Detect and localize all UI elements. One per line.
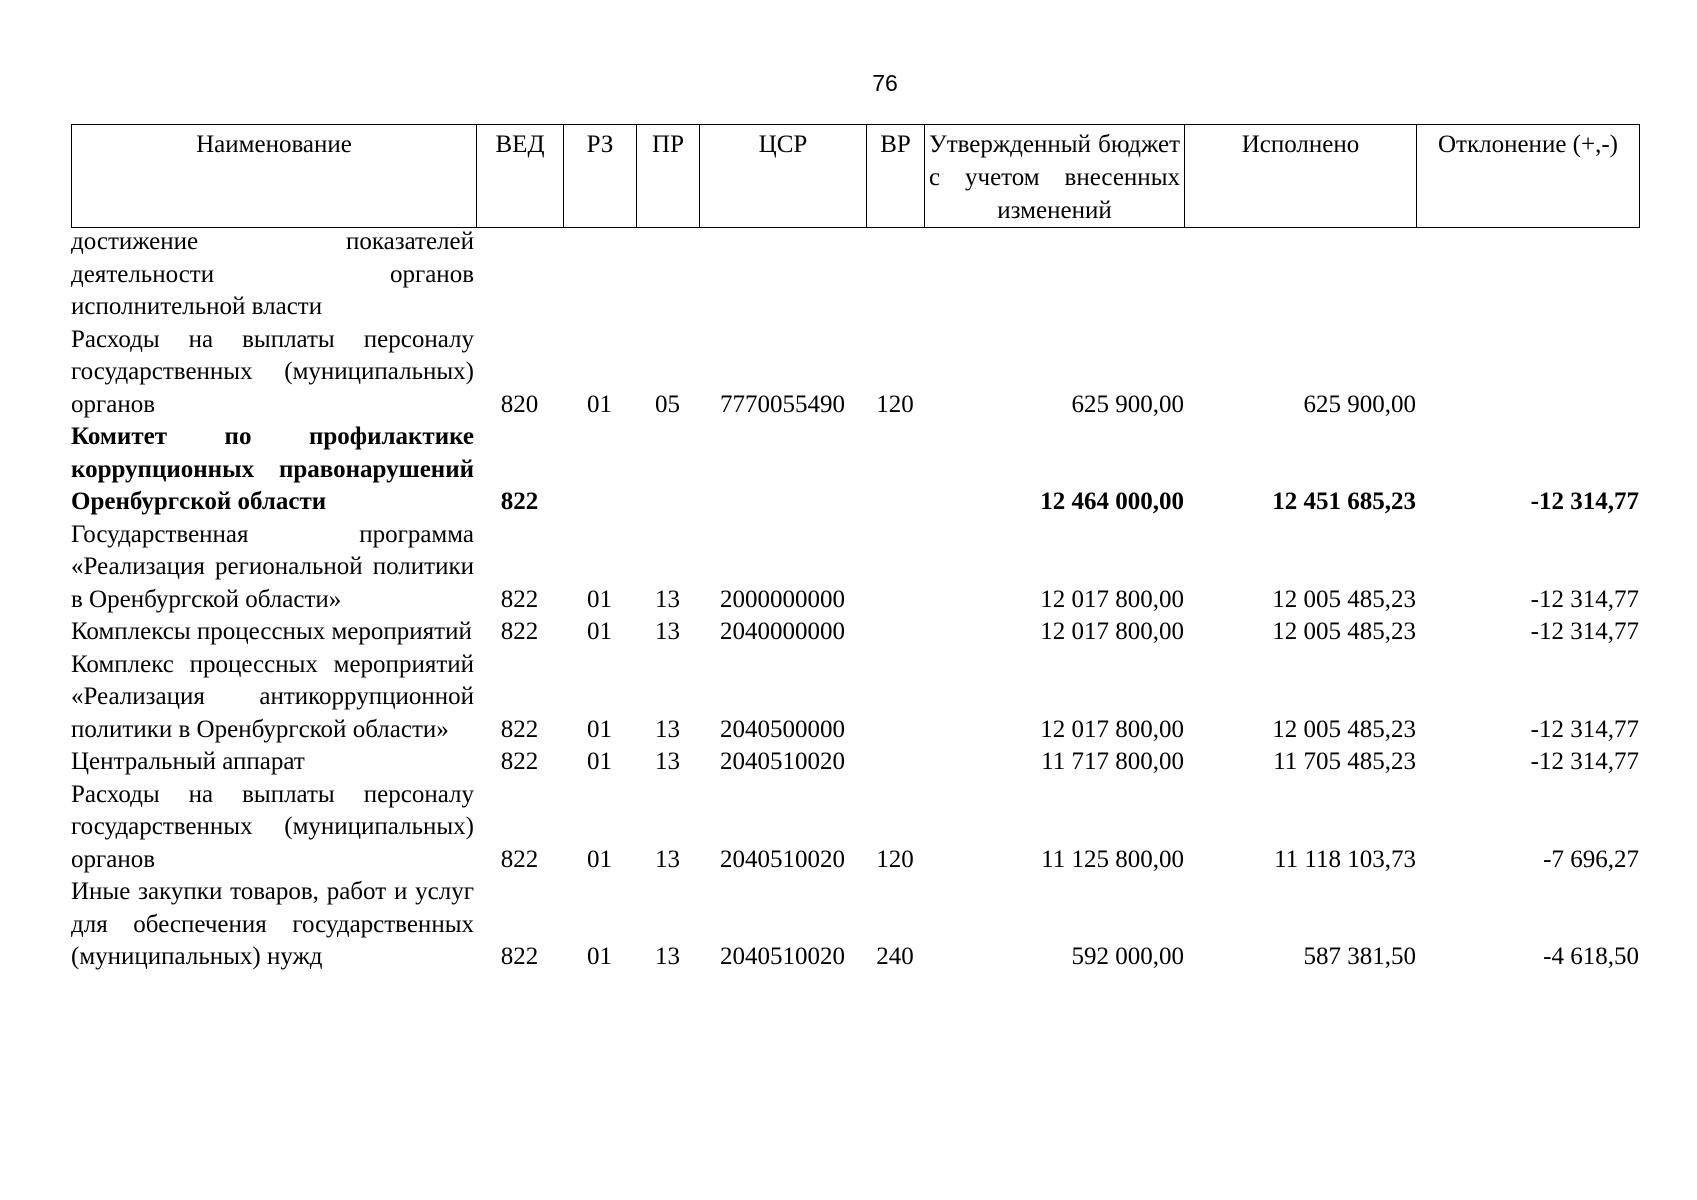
row-deviation: -12 314,77 bbox=[1530, 618, 1639, 645]
row-csr: 2040000000 bbox=[720, 618, 845, 645]
table-row bbox=[71, 876, 1639, 974]
row-pr bbox=[636, 421, 699, 519]
row-vr bbox=[866, 616, 924, 649]
row-ved: 822 bbox=[500, 585, 539, 613]
row-rz: 01 bbox=[587, 845, 612, 873]
row-csr bbox=[699, 226, 866, 324]
row-deviation bbox=[1416, 226, 1639, 324]
row-approved: 12 017 800,00 bbox=[1040, 618, 1184, 645]
row-name: Комплекс процессных мероприятий «Реализация антикоррупционной политики в Оренбургской области» bbox=[71, 650, 474, 743]
row-rz: 01 bbox=[587, 585, 612, 613]
row-ved: 820 bbox=[500, 390, 539, 418]
header-deviation: Отклонение (+,-) bbox=[1417, 125, 1640, 228]
row-executed: 11 705 485,23 bbox=[1273, 748, 1416, 775]
row-pr: 13 bbox=[655, 943, 680, 970]
row-name: достижение показателей деятельности органов исполнительной власти bbox=[71, 228, 474, 320]
row-name: Иные закупки товаров, работ и услуг для обеспечения государственных (муниципальных) нужд bbox=[71, 878, 474, 970]
row-pr bbox=[636, 226, 699, 324]
row-ved bbox=[476, 226, 563, 324]
table-row bbox=[71, 421, 1639, 519]
row-name: Центральный аппарат bbox=[71, 748, 305, 775]
row-executed: 11 118 103,73 bbox=[1274, 845, 1416, 873]
row-executed: 12 005 485,23 bbox=[1272, 618, 1416, 645]
row-approved: 12 464 000,00 bbox=[1040, 488, 1184, 515]
row-csr: 7770055490 bbox=[720, 390, 845, 418]
row-pr: 05 bbox=[655, 390, 680, 418]
header-approved: Утвержденный бюджет с учетом внесенных изменений bbox=[925, 125, 1185, 228]
row-rz: 01 bbox=[587, 618, 612, 645]
row-csr: 2000000000 bbox=[720, 585, 845, 613]
header-name: Наименование bbox=[72, 125, 477, 228]
header-ved: ВЕД bbox=[477, 125, 564, 228]
table-row bbox=[71, 519, 1639, 617]
row-csr: 2040510020 bbox=[720, 845, 845, 873]
row-approved: 11 125 800,00 bbox=[1041, 845, 1184, 873]
row-deviation: -12 314,77 bbox=[1530, 585, 1639, 613]
row-deviation bbox=[1416, 324, 1639, 422]
row-pr: 13 bbox=[655, 618, 680, 645]
row-pr: 13 bbox=[655, 845, 680, 873]
row-name: Расходы на выплаты персоналу государственных (муниципальных) органов bbox=[71, 780, 474, 873]
row-executed: 12 005 485,23 bbox=[1272, 585, 1416, 613]
row-vr bbox=[866, 226, 924, 324]
row-approved: 592 000,00 bbox=[1071, 943, 1184, 970]
header-vr: ВР bbox=[867, 125, 925, 228]
row-executed: 12 451 685,23 bbox=[1272, 488, 1416, 515]
row-vr bbox=[866, 746, 924, 779]
row-vr bbox=[866, 421, 924, 519]
row-executed: 12 005 485,23 bbox=[1272, 715, 1416, 743]
row-name: Государственная программа «Реализация региональной политики в Оренбургской области» bbox=[71, 520, 474, 613]
row-rz: 01 bbox=[587, 390, 612, 418]
row-executed: 625 900,00 bbox=[1303, 390, 1416, 418]
row-ved: 822 bbox=[500, 488, 539, 515]
row-name: Комплексы процессных мероприятий bbox=[71, 618, 472, 645]
row-approved bbox=[924, 226, 1184, 324]
header-executed: Исполнено bbox=[1185, 125, 1417, 228]
row-csr bbox=[699, 421, 866, 519]
row-rz bbox=[563, 421, 636, 519]
row-ved: 822 bbox=[500, 715, 539, 743]
row-name: Комитет по профилактике коррупционных правонарушений Оренбургской области bbox=[71, 423, 474, 515]
table-row bbox=[71, 649, 1639, 747]
row-vr: 120 bbox=[876, 845, 914, 873]
row-approved: 625 900,00 bbox=[1071, 390, 1184, 418]
row-ved: 822 bbox=[500, 748, 539, 775]
row-rz: 01 bbox=[587, 715, 612, 743]
row-csr: 2040510020 bbox=[720, 748, 845, 775]
page-number: 76 bbox=[872, 70, 898, 96]
table-header bbox=[71, 124, 1640, 228]
row-vr: 120 bbox=[876, 390, 914, 418]
row-csr: 2040510020 bbox=[720, 943, 845, 970]
header-rz: РЗ bbox=[564, 125, 637, 228]
budget-table bbox=[71, 226, 1639, 974]
row-executed bbox=[1184, 226, 1416, 324]
row-csr: 2040500000 bbox=[720, 715, 845, 743]
row-deviation: -12 314,77 bbox=[1530, 748, 1639, 775]
table-row bbox=[71, 779, 1639, 877]
table-row bbox=[71, 746, 1639, 779]
table-row bbox=[71, 324, 1639, 422]
header-csr: ЦСР bbox=[700, 125, 867, 228]
row-deviation: -4 618,50 bbox=[1543, 943, 1639, 970]
row-executed: 587 381,50 bbox=[1303, 943, 1416, 970]
row-rz bbox=[563, 226, 636, 324]
row-vr: 240 bbox=[876, 943, 914, 970]
row-ved: 822 bbox=[500, 943, 539, 970]
row-deviation: -12 314,77 bbox=[1530, 488, 1639, 515]
row-approved: 12 017 800,00 bbox=[1040, 585, 1184, 613]
row-rz: 01 bbox=[587, 748, 612, 775]
table-row bbox=[71, 226, 1639, 324]
row-ved: 822 bbox=[500, 618, 539, 645]
row-vr bbox=[866, 649, 924, 747]
row-deviation: -7 696,27 bbox=[1543, 845, 1639, 873]
row-approved: 11 717 800,00 bbox=[1041, 748, 1184, 775]
row-vr bbox=[866, 519, 924, 617]
row-rz: 01 bbox=[587, 943, 612, 970]
row-pr: 13 bbox=[655, 585, 680, 613]
table-row bbox=[71, 616, 1639, 649]
row-deviation: -12 314,77 bbox=[1530, 715, 1639, 743]
header-pr: ПР bbox=[637, 125, 700, 228]
row-ved: 822 bbox=[500, 845, 539, 873]
row-pr: 13 bbox=[655, 715, 680, 743]
row-pr: 13 bbox=[655, 748, 680, 775]
row-name: Расходы на выплаты персоналу государственных (муниципальных) органов bbox=[71, 325, 474, 418]
row-approved: 12 017 800,00 bbox=[1040, 715, 1184, 743]
